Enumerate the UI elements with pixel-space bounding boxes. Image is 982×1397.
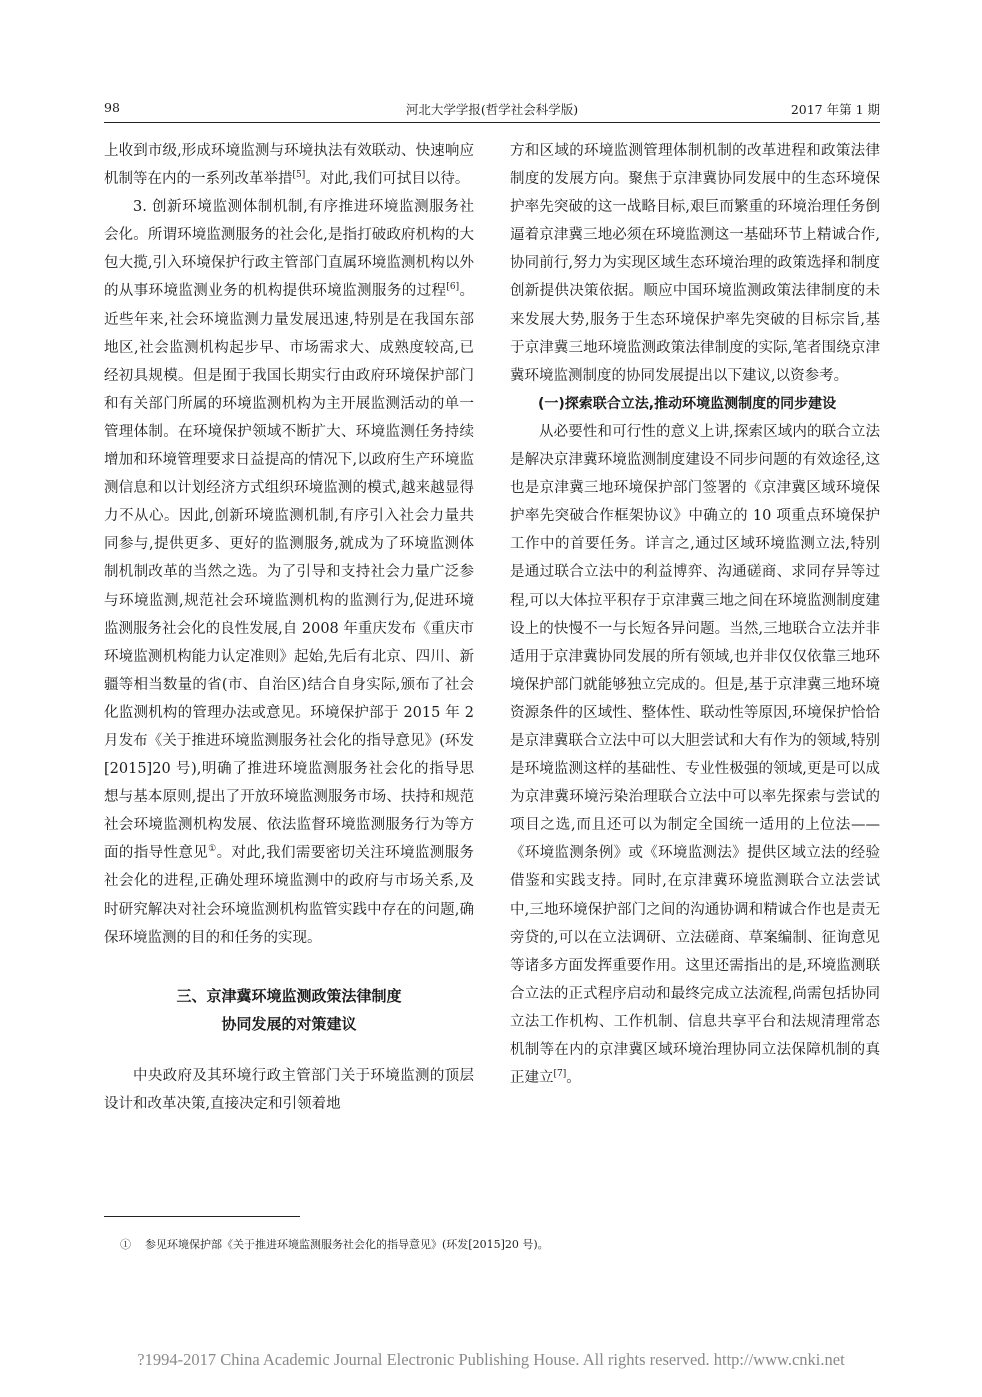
citation-ref: [7]: [553, 1069, 567, 1080]
citation-ref: [6]: [446, 282, 460, 293]
paragraph: [510, 418, 880, 1092]
section-heading-line: 三、京津冀环境监测政策法律制度: [176, 986, 402, 1005]
paragraph: 中央政府及其环境行政主管部门关于环境监测的顶层设计和改革决策,直接决定和引领着地: [104, 1067, 474, 1112]
section-heading: [104, 982, 474, 1038]
left-column: [104, 137, 474, 1118]
footnote-ref: ①: [208, 844, 217, 855]
footnote-divider: [104, 1216, 300, 1217]
paragraph-text: 。对此,我们需要密切关注环境监测服务社会化的进程,正确处理环境监测中的政府与市场关系,及时研究解决对社会环境监测机构监管实践中存在的问题,确保环境监测的目的和任务的实现。: [104, 845, 475, 946]
copyright-watermark: ?1994-2017 China Academic Journal Electronic Publishing House. All rights reserved. http://www.cnki.net: [137, 1350, 845, 1369]
paragraph-text: 。近些年来,社会环境监测力量发展迅速,特别是在我国东部地区,社会监测机构起步早、市场需求大、成熟度较高,已经初具规模。但是囿于我国长期实行由政府环境保护部门和有关部门所属的环境监测机构为主开展监测活动的单一管理体制。在环境保护领域不断扩大、环境监测任务持续增加和环境管理要求日益提高的情况下,以政府生产环境监测信息和以计划经济方式组织环境监测的模式,越来越显得力不从心。因此,创新环境监测机制,有序引入社会力量共同参与,提供更多、更好的监测服务,就成为了环境监测体制机制改革的当然之选。为了引导和支持社会力量广泛参与环境监测,规范社会环境监测机构的监测行为,促进环境监测服务社会化的良性发展,自 2008 年重庆发布《重庆市环境监测机构能力认定准则》起始,先后有北京、四川、新疆等相当数量的省(市、自治区)结合自身实际,颁布了社会化监测机构的管理办法或意见。环境保护部于 2015 年 2 月发布《关于推进环境监测服务社会化的指导意见》(环发[2015]20 号),明确了推进环境监测服务社会化的指导思想与基本原则,提出了开放环境监测服务市场、扶持和规范社会环境监测机构发展、依法监督环境监测服务行为等方面的指导性意见: [104, 283, 475, 862]
journal-title: 河北大学学报(哲学社会科学版): [405, 102, 579, 117]
paragraph-text: 上收到市级,形成环境监测与环境执法有效联动、快速响应机制等在内的一系列改革举措: [104, 143, 474, 188]
subsection-heading: (一)探索联合立法,推动环境监测制度的同步建设: [538, 395, 837, 412]
right-column: [510, 137, 880, 1092]
paragraph-text: 从必要性和可行性的意义上讲,探索区域内的联合立法是解决京津冀环境监测制度建设不同步问题的有效途径,这也是京津冀三地环境保护部门签署的《京津冀区域环境保护率先突破合作框架协议》中确立的 10 项重点环境保护工作中的首要任务。详言之,通过区域环境监测立法,特别是通过联合立法中的利益博弈、沟通磋商、求同存异等过程,可以大体拉平积存于京津冀三地之间在环境监测制度建设上的快慢不一与长短各异问题。当然,三地联合立法并非适用于京津冀协同发展的所有领域,也并非仅仅依靠三地环境保护部门就能够独立完成的。但是,基于京津冀三地环境资源条件的区域性、整体性、联动性等原因,环境保护恰恰是京津冀联合立法中可以大胆尝试和大有作为的领域,特别是环境监测这样的基础性、专业性极强的领域,更是可以成为京津冀环境污染治理联合立法中可以率先探索与尝试的项目之选,而且还可以为制定全国统一适用的上位法——《环境监测条例》或《环境监测法》提供区域立法的经验借鉴和实践支持。同时,在京津冀环境监测联合立法尝试中,三地环境保护部门之间的沟通协调和精诚合作也是责无旁贷的,可以在立法调研、立法磋商、草案编制、征询意见等诸多方面发挥重要作用。这里还需指出的是,环境监测联合立法的正式程序启动和最终完成立法流程,尚需包括协同立法工作机构、工作机制、信息共享平台和法规清理常态机制等在内的京津冀区域环境治理协同立法保障机制的真正建立: [510, 423, 880, 1087]
paragraph: [104, 193, 474, 952]
paragraph: 方和区域的环境监测管理体制机制的改革进程和政策法律制度的发展方向。聚焦于京津冀协同发展中的生态环境保护率先突破的这一战略目标,艰巨而繁重的环境治理任务倒逼着京津冀三地必须在环境监测这一基础环节上精诚合作,协同前行,努力为实现区域生态环境治理的政策选择和制度创新提供决策依据。顺应中国环境监测政策法律制度的未来发展大势,服务于生态环境保护率先突破的目标宗旨,基于京津冀三地环境监测政策法律制度的实际,笔者围绕京津冀环境监测制度的协同发展提出以下建议,以资参考。: [510, 143, 880, 384]
paragraph-text: 3. 创新环境监测体制机制,有序推进环境监测服务社会化。所谓环境监测服务的社会化,是指打破政府机构的大包大揽,引入环境保护行政主管部门直属环境监测机构以外的从事环境监测业务的机构提供环境监测服务的过程: [104, 199, 474, 300]
paragraph: [104, 137, 474, 193]
citation-ref: [5]: [292, 170, 306, 181]
running-header: [104, 96, 880, 123]
footnote-text: 参见环境保护部《关于推进环境监测服务社会化的指导意见》(环发[2015]20 号)。: [145, 1238, 549, 1251]
footnote-mark: ①: [120, 1238, 131, 1251]
footnote: [120, 1236, 549, 1252]
page-number: 98: [104, 100, 120, 115]
issue-label: 2017 年第 1 期: [790, 102, 880, 117]
paragraph-text: 。对此,我们可拭目以待。: [305, 171, 470, 188]
section-heading-line: 协同发展的对策建议: [221, 1014, 357, 1033]
paragraph-text: 。: [566, 1070, 581, 1087]
